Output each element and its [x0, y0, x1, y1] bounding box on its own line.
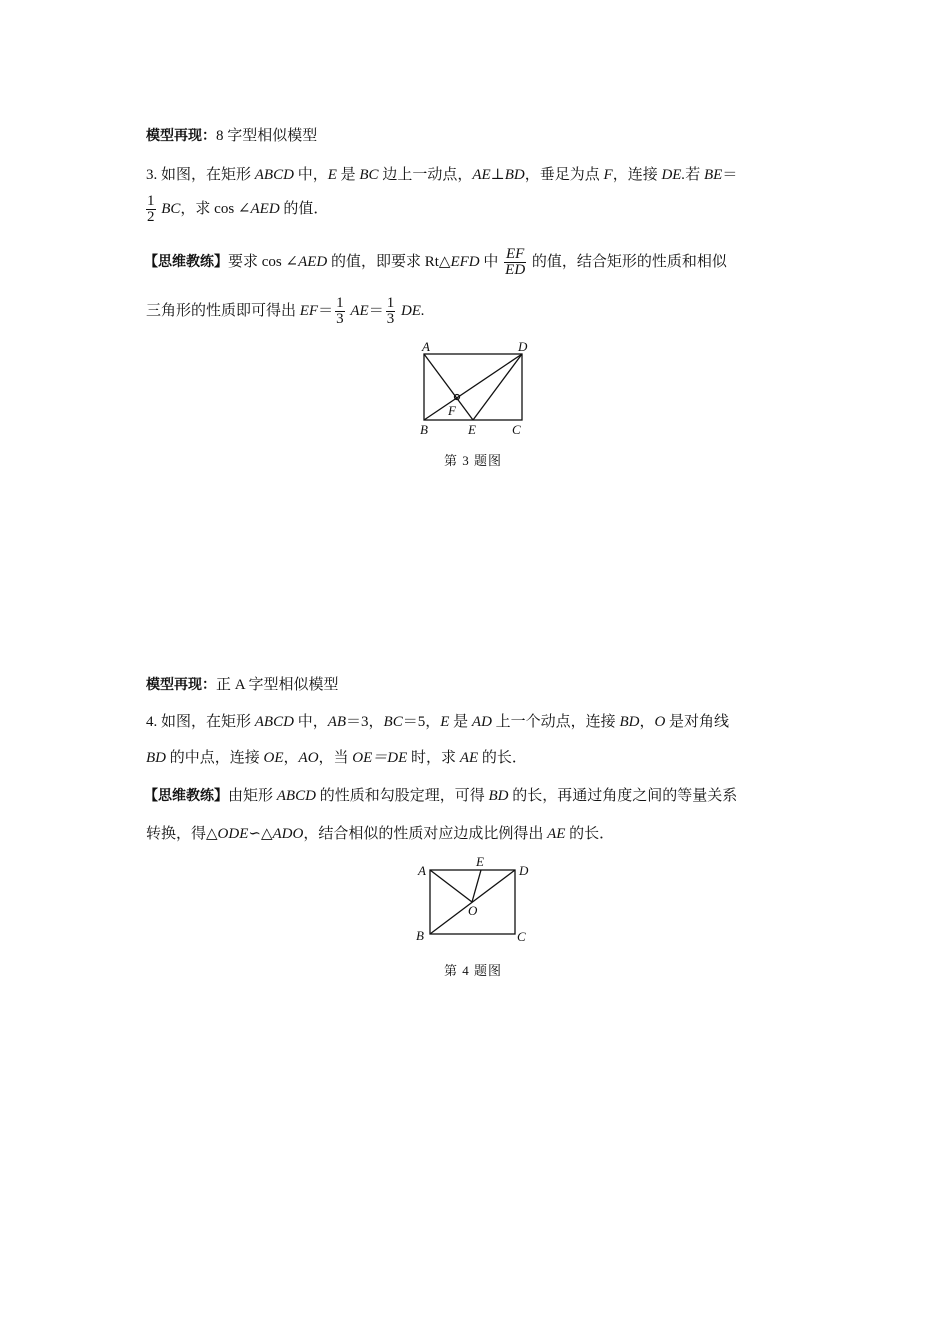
fraction-ef-ed: $\frac{EF}{ED}$ — [505, 246, 526, 278]
q3-problem-line2: $\frac{1}{2}$ BC，求 cos ∠AED 的值． — [147, 193, 329, 225]
label-o: O — [468, 903, 478, 918]
q4-model-heading — [146, 673, 339, 694]
label-b: B — [420, 422, 428, 437]
q4-figure — [410, 852, 540, 947]
label-c: C — [512, 422, 521, 437]
label-e: E — [476, 854, 484, 869]
hint-label: 【思维教练】 — [144, 253, 228, 270]
label-f: F — [448, 403, 456, 418]
label-d: D — [518, 339, 528, 354]
label-a: A — [422, 339, 430, 354]
label-b: B — [416, 928, 424, 943]
fraction-one-third: $\frac{1}{3}$ — [336, 295, 344, 327]
q3-hint-line1: 【思维教练】要求 cos ∠AED 的值，即要求 Rt△EFD 中 $\frac{EF}{ED}$ 的值，结合矩形的性质和相似 — [144, 246, 727, 278]
segment-ao — [430, 870, 472, 902]
fraction-one-half: $\frac{1}{2}$ — [147, 193, 155, 225]
fraction-one-third: $\frac{1}{3}$ — [386, 295, 395, 327]
label-d: D — [519, 863, 529, 878]
q4-problem-line2: BD 的中点，连接 OE，AO，当 OE＝DE 时，求 AE 的长． — [146, 750, 527, 766]
model-name: 正 A 字型相似模型 — [216, 677, 339, 693]
q3-figure — [410, 336, 540, 446]
label-c: C — [517, 929, 526, 944]
q4-figure-caption: 第 4 题图 — [444, 963, 503, 978]
model-name: 8 字型相似模型 — [216, 128, 318, 144]
segment-de — [473, 354, 522, 420]
q4-problem-line1: 4. 如图，在矩形 ABCD 中，AB＝3，BC＝5，E 是 AD 上一个动点，连接 BD，O 是对角线 — [146, 714, 730, 730]
label-e: E — [468, 422, 476, 437]
model-label: 模型再现： — [146, 128, 216, 144]
label-a: A — [418, 863, 426, 878]
q3-problem-line1: 3. 如图，在矩形 ABCD 中，E 是 BC 边上一动点，AE⊥BD，垂足为点 F，连接 DE.若 BE＝ — [146, 167, 738, 183]
segment-bd — [424, 354, 522, 420]
q4-hint-line1: 【思维教练】由矩形 ABCD 的性质和勾股定理，可得 BD 的长，再通过角度之间的等量关系 — [144, 788, 738, 804]
q4-hint-line2: 转换，得△ODE∽△ADO，结合相似的性质对应边成比例得出 AE 的长． — [146, 826, 615, 842]
q3-figure-caption: 第 3 题图 — [444, 453, 503, 468]
model-label: 模型再现： — [146, 677, 216, 693]
q3-hint-line2: 三角形的性质即可得出 EF＝ $\frac{1}{3}$ AE＝ $\frac{1}{3}$ DE. — [146, 295, 425, 327]
hint-label: 【思维教练】 — [144, 788, 228, 804]
q3-model-heading — [146, 124, 317, 145]
